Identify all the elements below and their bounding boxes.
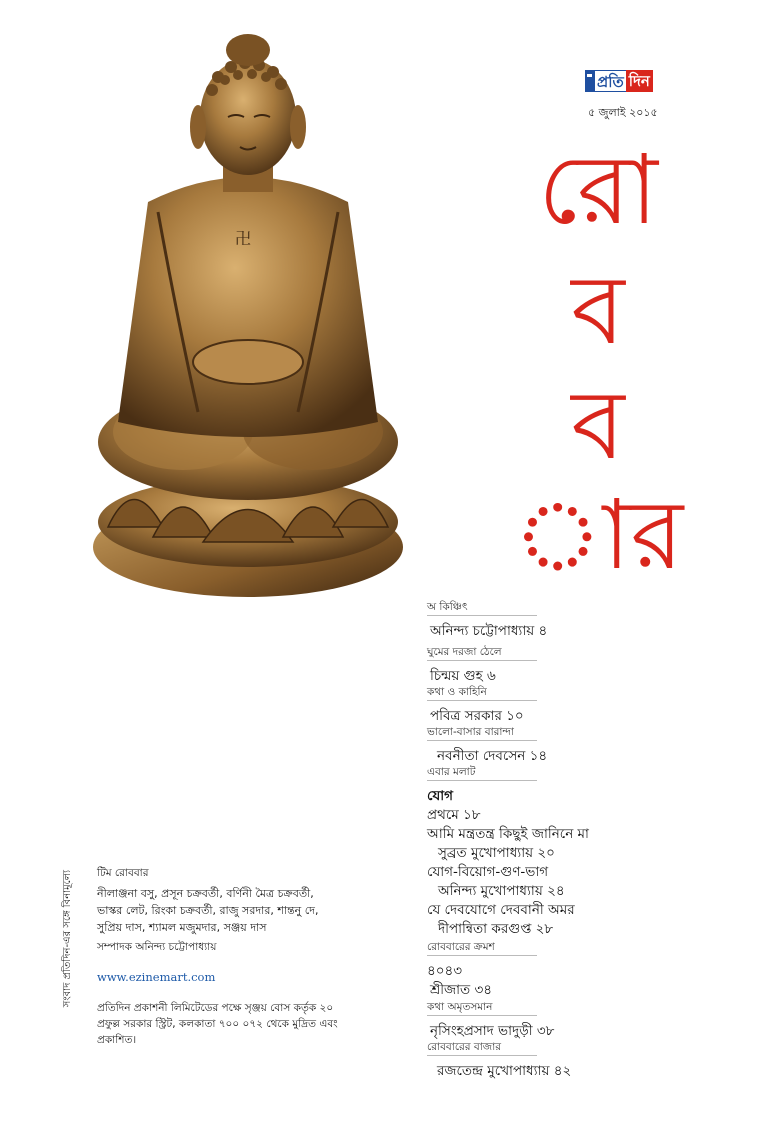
toc-section-heading: কথা অমৃতসমান [427,1001,493,1013]
toc-entry[interactable]: যোগ-বিয়োগ-গুণ-ভাগ [427,864,549,880]
toc-section-heading: এবার মলাট [427,766,476,778]
website-link[interactable]: www.ezinemart.com [97,970,216,984]
toc-divider [427,740,537,741]
masthead-glyph: ব [571,369,625,481]
toc-divider [427,780,537,781]
editor-credit: সম্পাদক অনিন্দ্য চট্টোপাধ্যায় [97,941,217,953]
toc-entry[interactable]: যোগ [427,788,454,804]
toc-entry[interactable]: সুব্রত মুখোপাধ্যায় ২০ [438,845,555,861]
toc-entry[interactable]: প্রথমে ১৮ [427,807,481,823]
issue-date: ৫ জুলাই ২০১৫ [588,106,658,119]
toc-divider [427,1055,537,1056]
toc-entry[interactable]: ৪০৪৩ [427,963,463,979]
team-members: নীলাঞ্জনা বসু, প্রসূন চক্রবর্তী, বর্ণিনী মৈত্র চক্রবর্তী, ভাস্কর লেট, রিংকা চক্রবর্তী, রাজু সরদার, শান্তনু দে, সুপ্রিয় দাস, শ্যামল মজুমদার, সঞ্জয় দাস [97,887,319,934]
masthead-glyph: ার [512,479,684,588]
free-supplement-note: সংবাদ প্রতিদিন-এর সঙ্গে বিনামূল্যে [62,870,73,1008]
toc-section-heading: রোববারের বাজার [427,1041,502,1053]
toc-divider [427,955,537,956]
team-title: টিম রোববার [97,867,149,879]
toc-entry[interactable]: শ্রীজাত ৩৪ [430,982,492,998]
buddha-statue-image [88,22,408,612]
publisher-info: প্রতিদিন প্রকাশনী লিমিটেডের পক্ষে সৃঞ্জয় বোস কর্তৃক ২০ প্রফুল্ল সরকার স্ট্রিট, কলকাতা ৭০০ ০৭২ থেকে মুদ্রিত এবং প্রকাশিত। [97,1002,338,1046]
toc-entry[interactable]: অনিন্দ্য চট্টোপাধ্যায় ৪ [430,623,548,639]
toc-entry[interactable]: চিন্ময় গুহ ৬ [430,668,496,684]
toc-entry[interactable]: পবিত্র সরকার ১০ [430,708,524,724]
masthead-title-text [513,134,686,588]
toc-section-heading: রোববারের ক্রমশ [427,941,495,953]
toc-entry[interactable]: অনিন্দ্য মুখোপাধ্যায় ২৪ [438,883,565,899]
masthead-glyph: রো [538,134,658,246]
toc-entry[interactable]: দীপান্বিতা করগুপ্ত ২৮ [438,921,554,937]
logo-text-part1: প্রতি [594,70,626,92]
logo-text-part2: দিন [626,70,653,92]
masthead-title [508,128,688,588]
toc-divider [427,615,537,616]
toc-section-heading: ভালো-বাসার বারান্দা [427,726,514,738]
toc-entry[interactable]: যে দেবযোগে দেববানী অমর [427,902,575,918]
toc-section-heading: কথা ও কাহিনি [427,686,487,698]
toc-divider [427,1015,537,1016]
logo-mark-icon [585,70,594,92]
toc-entry[interactable]: নবনীতা দেবসেন ১৪ [437,748,548,764]
pratidin-logo [585,70,663,92]
toc-entry[interactable]: আমি মন্ত্রতন্ত্র কিছুই জানিনে মা [427,826,589,842]
toc-section-heading: ঘুমের দরজা ঠেলে [427,646,502,658]
toc-section-heading: অ কিঞ্চিৎ [427,601,468,613]
toc-divider [427,700,537,701]
toc-entry[interactable]: নৃসিংহপ্রসাদ ভাদুড়ী ৩৮ [430,1023,555,1039]
masthead-glyph: ব [571,254,625,366]
svg-text:卍: 卍 [235,229,252,248]
toc-entry[interactable]: রজতেন্দ্র মুখোপাধ্যায় ৪২ [437,1063,572,1079]
toc-divider [427,660,537,661]
